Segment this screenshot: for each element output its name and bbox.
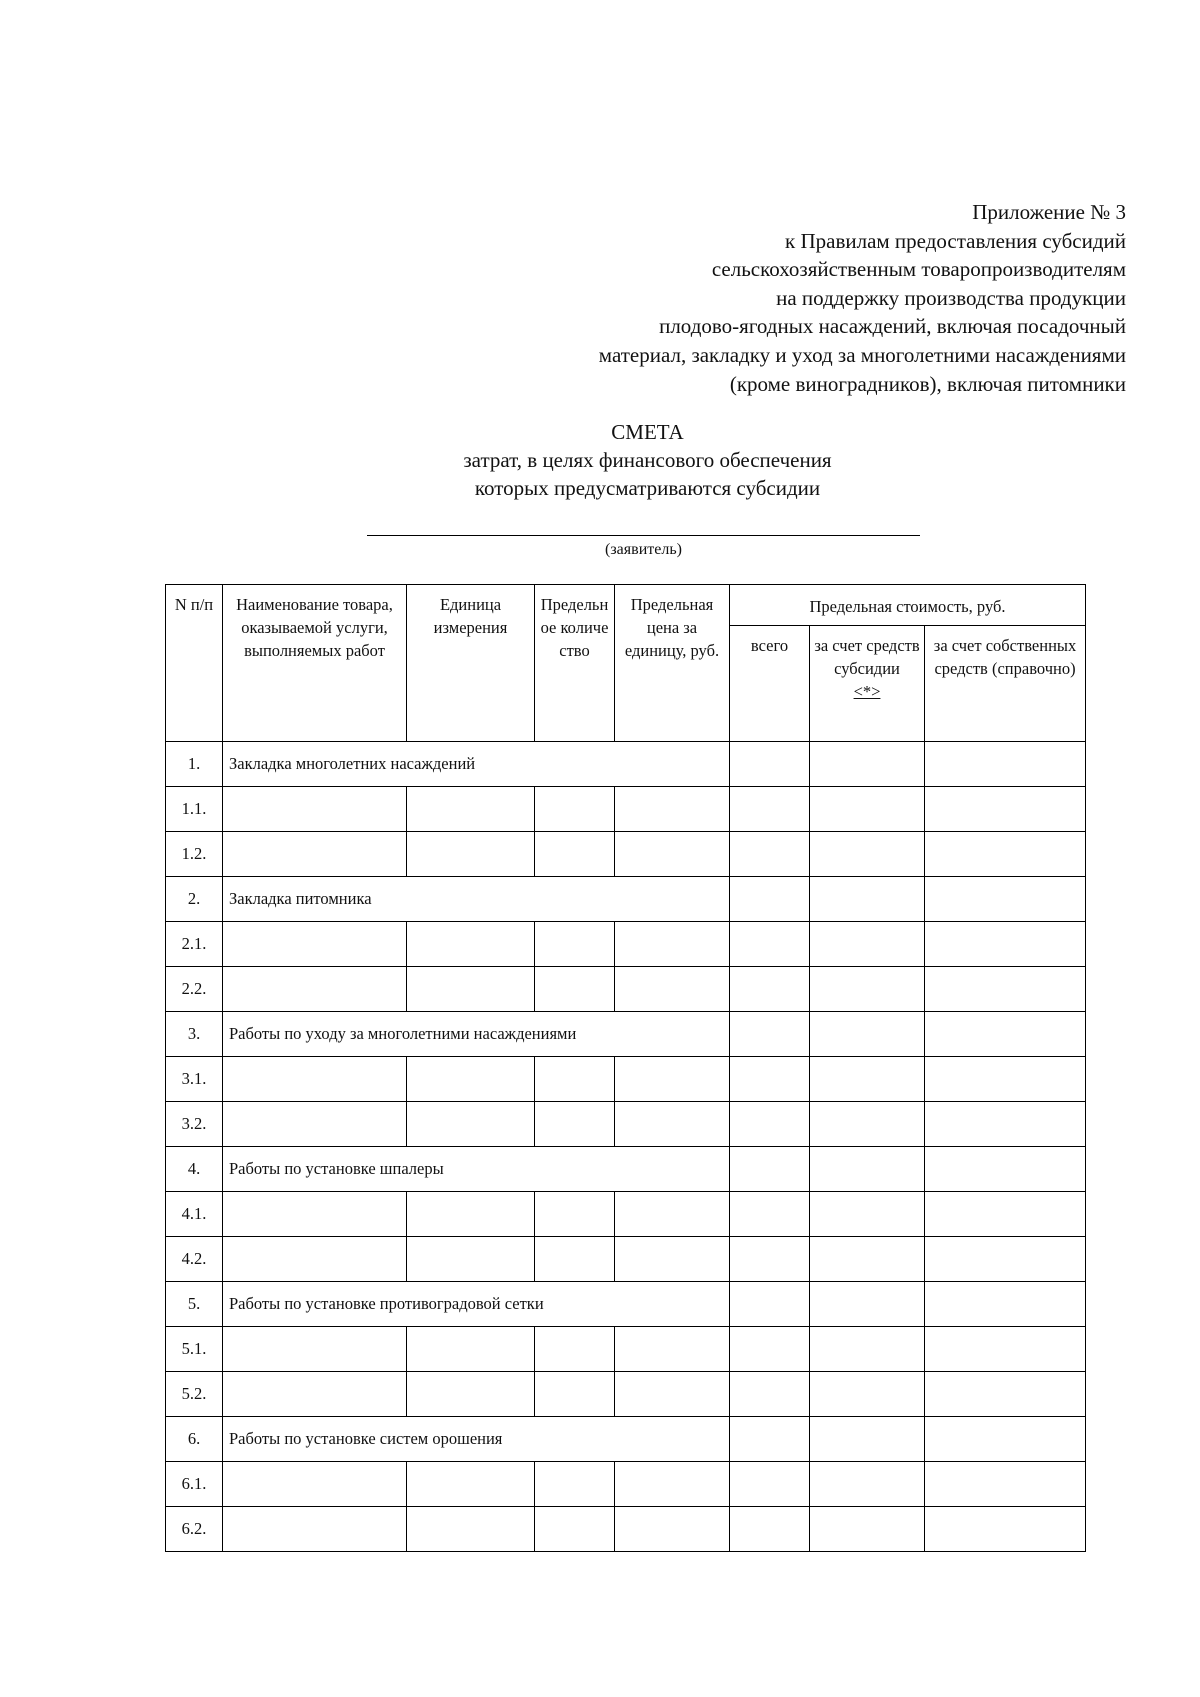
- header-subsidy: [810, 626, 925, 742]
- cell-unit: [407, 1057, 535, 1102]
- cell-subsidy: [810, 1462, 925, 1507]
- cell-name: [223, 787, 407, 832]
- cell-own: [925, 1102, 1086, 1147]
- cell-subsidy: [810, 1012, 925, 1057]
- row-number: 6.1.: [166, 1462, 223, 1507]
- cell-own: [925, 922, 1086, 967]
- row-number: 1.2.: [166, 832, 223, 877]
- cell-subsidy: [810, 1282, 925, 1327]
- cell-total: [730, 967, 810, 1012]
- title-line-1: затрат, в целях финансового обеспечения: [463, 448, 832, 472]
- header-name: Наименование товара, оказываемой услуги, выполняемых работ: [223, 585, 407, 742]
- header-qty: Предельное количество: [535, 585, 615, 742]
- cell-qty: [535, 922, 615, 967]
- row-number: 5.2.: [166, 1372, 223, 1417]
- cell-own: [925, 832, 1086, 877]
- section-title: Закладка многолетних насаждений: [223, 742, 730, 787]
- title-main: СМЕТА: [611, 420, 684, 444]
- table-row: [166, 1237, 1086, 1282]
- row-number: 4.1.: [166, 1192, 223, 1237]
- cell-price: [615, 1102, 730, 1147]
- cell-price: [615, 832, 730, 877]
- applicant-caption: (заявитель): [605, 541, 682, 558]
- table-row: [166, 967, 1086, 1012]
- cell-unit: [407, 1102, 535, 1147]
- table-row: [166, 1102, 1086, 1147]
- row-number: 3.2.: [166, 1102, 223, 1147]
- table-row: [166, 877, 1086, 922]
- cell-qty: [535, 967, 615, 1012]
- header-own: за счет собственных средств (справочно): [925, 626, 1086, 742]
- cell-name: [223, 1102, 407, 1147]
- cell-subsidy: [810, 922, 925, 967]
- cell-qty: [535, 1192, 615, 1237]
- cell-unit: [407, 1237, 535, 1282]
- cell-unit: [407, 832, 535, 877]
- cell-own: [925, 1147, 1086, 1192]
- cell-own: [925, 877, 1086, 922]
- cell-total: [730, 787, 810, 832]
- header-subsidy-text: за счет средств субсидии: [814, 636, 920, 678]
- header-total: всего: [730, 626, 810, 742]
- cell-price: [615, 1327, 730, 1372]
- appendix-line: на поддержку производства продукции: [776, 285, 1126, 310]
- cell-own: [925, 1012, 1086, 1057]
- cell-total: [730, 742, 810, 787]
- title-line-2: которых предусматриваются субсидии: [474, 476, 821, 500]
- document-title: [170, 418, 1125, 502]
- header-cost: Предельная стоимость, руб.: [730, 585, 1086, 626]
- cell-total: [730, 1012, 810, 1057]
- cell-qty: [535, 1102, 615, 1147]
- cell-subsidy: [810, 1192, 925, 1237]
- table-row: [166, 832, 1086, 877]
- cell-subsidy: [810, 1102, 925, 1147]
- table-row: [166, 1147, 1086, 1192]
- cell-unit: [407, 1372, 535, 1417]
- cell-unit: [407, 1327, 535, 1372]
- table-row: [166, 922, 1086, 967]
- cell-own: [925, 1507, 1086, 1552]
- table-row: [166, 1462, 1086, 1507]
- cell-qty: [535, 787, 615, 832]
- cell-own: [925, 1282, 1086, 1327]
- row-number: 6.2.: [166, 1507, 223, 1552]
- cell-price: [615, 1192, 730, 1237]
- cell-total: [730, 1372, 810, 1417]
- cell-total: [730, 832, 810, 877]
- cell-unit: [407, 922, 535, 967]
- row-number: 1.1.: [166, 787, 223, 832]
- cell-subsidy: [810, 1417, 925, 1462]
- cell-total: [730, 1237, 810, 1282]
- section-title: Работы по установке систем орошения: [223, 1417, 730, 1462]
- cell-own: [925, 1327, 1086, 1372]
- header-unit: Единица измерения: [407, 585, 535, 742]
- cell-total: [730, 1417, 810, 1462]
- cell-own: [925, 1417, 1086, 1462]
- applicant-field-line: [367, 535, 920, 536]
- cell-qty: [535, 1327, 615, 1372]
- footnote-reference[interactable]: <*>: [853, 682, 881, 701]
- table-row: [166, 1282, 1086, 1327]
- cell-price: [615, 922, 730, 967]
- cell-price: [615, 967, 730, 1012]
- row-number: 4.2.: [166, 1237, 223, 1282]
- row-number: 4.: [166, 1147, 223, 1192]
- cost-estimate-table: [165, 584, 1086, 1552]
- cell-name: [223, 1507, 407, 1552]
- cell-total: [730, 1327, 810, 1372]
- cell-subsidy: [810, 877, 925, 922]
- table-row: [166, 742, 1086, 787]
- table-row: [166, 1057, 1086, 1102]
- section-title: Работы по установке шпалеры: [223, 1147, 730, 1192]
- cell-unit: [407, 1507, 535, 1552]
- table-row: [166, 1372, 1086, 1417]
- section-title: Закладка питомника: [223, 877, 730, 922]
- appendix-line: Приложение № 3: [972, 200, 1126, 224]
- table-row: [166, 1192, 1086, 1237]
- cell-total: [730, 1282, 810, 1327]
- table-row: [166, 1417, 1086, 1462]
- cell-qty: [535, 1462, 615, 1507]
- cell-own: [925, 967, 1086, 1012]
- cell-total: [730, 1057, 810, 1102]
- table-row: [166, 787, 1086, 832]
- row-number: 6.: [166, 1417, 223, 1462]
- cell-price: [615, 1507, 730, 1552]
- cell-price: [615, 1237, 730, 1282]
- cell-price: [615, 787, 730, 832]
- cell-qty: [535, 1057, 615, 1102]
- row-number: 2.2.: [166, 967, 223, 1012]
- cell-total: [730, 877, 810, 922]
- appendix-header: [599, 198, 1126, 398]
- cell-subsidy: [810, 967, 925, 1012]
- cell-subsidy: [810, 787, 925, 832]
- table-row: [166, 1327, 1086, 1372]
- cell-name: [223, 1192, 407, 1237]
- header-price: Предельная цена за единицу, руб.: [615, 585, 730, 742]
- cell-name: [223, 1462, 407, 1507]
- cell-own: [925, 1192, 1086, 1237]
- section-title: Работы по установке противоградовой сетки: [223, 1282, 730, 1327]
- table-row: [166, 1012, 1086, 1057]
- cell-unit: [407, 1192, 535, 1237]
- cell-total: [730, 1147, 810, 1192]
- cell-own: [925, 742, 1086, 787]
- cell-qty: [535, 1237, 615, 1282]
- row-number: 3.: [166, 1012, 223, 1057]
- cell-price: [615, 1462, 730, 1507]
- section-title: Работы по уходу за многолетними насаждениями: [223, 1012, 730, 1057]
- cell-name: [223, 967, 407, 1012]
- cell-price: [615, 1057, 730, 1102]
- cell-qty: [535, 1372, 615, 1417]
- row-number: 2.1.: [166, 922, 223, 967]
- cell-subsidy: [810, 1507, 925, 1552]
- cell-unit: [407, 787, 535, 832]
- cell-subsidy: [810, 1237, 925, 1282]
- row-number: 2.: [166, 877, 223, 922]
- row-number: 5.: [166, 1282, 223, 1327]
- cell-subsidy: [810, 1327, 925, 1372]
- cell-total: [730, 1507, 810, 1552]
- cell-unit: [407, 967, 535, 1012]
- cell-qty: [535, 832, 615, 877]
- cell-name: [223, 1372, 407, 1417]
- cell-subsidy: [810, 1372, 925, 1417]
- row-number: 1.: [166, 742, 223, 787]
- cell-own: [925, 1462, 1086, 1507]
- cell-price: [615, 1372, 730, 1417]
- cell-subsidy: [810, 742, 925, 787]
- appendix-line: к Правилам предоставления субсидий: [785, 228, 1126, 253]
- appendix-line: плодово-ягодных насаждений, включая посадочный: [659, 314, 1126, 339]
- cell-subsidy: [810, 1147, 925, 1192]
- appendix-line: сельскохозяйственным товаропроизводителям: [711, 257, 1126, 282]
- table-row: [166, 1507, 1086, 1552]
- cell-name: [223, 1327, 407, 1372]
- cell-total: [730, 1192, 810, 1237]
- cell-total: [730, 922, 810, 967]
- appendix-line: материал, закладку и уход за многолетними насаждениями: [598, 342, 1126, 367]
- cell-subsidy: [810, 832, 925, 877]
- cell-own: [925, 1372, 1086, 1417]
- cell-own: [925, 1057, 1086, 1102]
- cell-qty: [535, 1507, 615, 1552]
- cell-name: [223, 832, 407, 877]
- cell-total: [730, 1462, 810, 1507]
- cell-unit: [407, 1462, 535, 1507]
- cell-name: [223, 1237, 407, 1282]
- row-number: 3.1.: [166, 1057, 223, 1102]
- header-num: N п/п: [166, 585, 223, 742]
- table-body: [166, 742, 1086, 1552]
- cell-name: [223, 1057, 407, 1102]
- cell-name: [223, 922, 407, 967]
- cell-subsidy: [810, 1057, 925, 1102]
- cell-own: [925, 1237, 1086, 1282]
- cell-own: [925, 787, 1086, 832]
- cell-total: [730, 1102, 810, 1147]
- appendix-line: (кроме виноградников), включая питомники: [729, 371, 1126, 396]
- row-number: 5.1.: [166, 1327, 223, 1372]
